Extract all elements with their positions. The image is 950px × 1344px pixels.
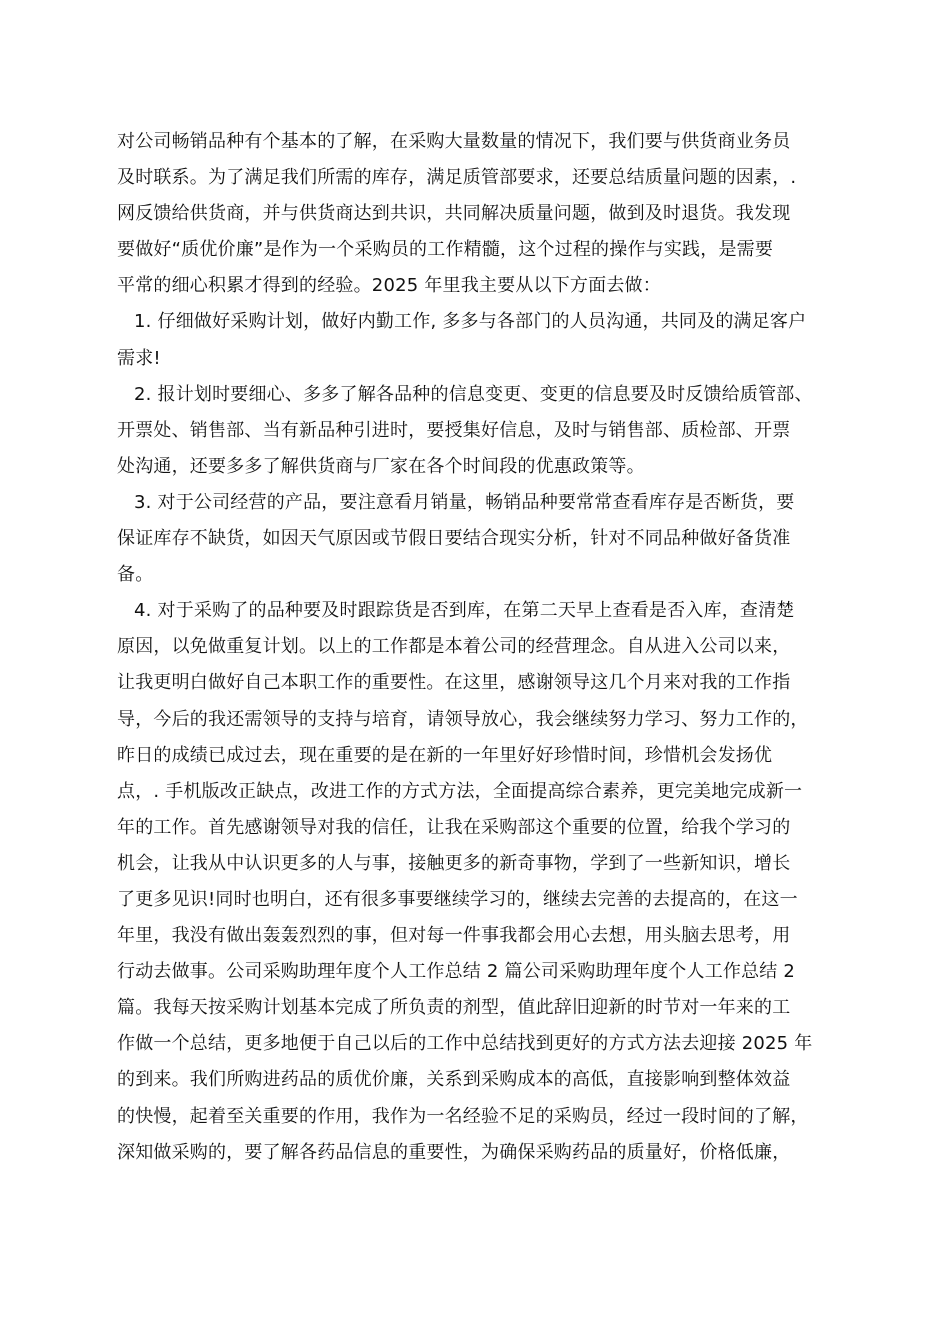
text-line: 让我更明白做好自己本职工作的重要性。在这里，感谢领导这几个月来对我的工作指 [117, 672, 791, 694]
text-line: 点，. 手机版改正缺点，改进工作的方式方法，全面提高综合素养，更完美地完成新一 [117, 780, 803, 802]
text-line: 机会，让我从中认识更多的人与事，接触更多的新奇事物，学到了一些新知识，增长 [117, 852, 791, 874]
text-line: 及时联系。为了满足我们所需的库存，满足质管部要求，还要总结质量问题的因素，. [117, 167, 797, 189]
text-line: 开票处、销售部、当有新品种引进时，要授集好信息，及时与销售部、质检部、开票 [117, 419, 791, 441]
text-line: 原因，以免做重复计划。以上的工作都是本着公司的经营理念。自从进入公司以来， [117, 636, 791, 658]
list-item-1-line: 1. 仔细做好采购计划，做好内勤工作, 多多与各部门的人员沟通，共同及的满足客户 [134, 311, 807, 333]
list-item-3-line: 3. 对于公司经营的产品，要注意看月销量，畅销品种要常常查看库存是否断货，要 [134, 491, 795, 513]
text-line: 的快慢，起着至关重要的作用，我作为一名经验不足的采购员，经过一段时间的了解， [117, 1105, 809, 1127]
body-text [117, 124, 841, 1171]
text-line: 平常的细心积累才得到的经验。2025 年里我主要从以下方面去做： [117, 275, 661, 297]
list-item-4-line: 4. 对于采购了的品种要及时跟踪货是否到库，在第二天早上查看是否入库，查清楚 [134, 600, 795, 622]
text-line: 需求! [117, 347, 161, 369]
text-line: 备。 [117, 564, 154, 586]
text-line: 处沟通，还要多多了解供货商与厂家在各个时间段的优惠政策等。 [117, 455, 645, 477]
text-line: 保证库存不缺货，如因天气原因或节假日要结合现实分析，针对不同品种做好备货准 [117, 528, 791, 550]
text-line: 网反馈给供货商，并与供货商达到共识，共同解决质量问题，做到及时退货。我发现 [117, 203, 791, 225]
text-line: 的到来。我们所购进药品的质优价廉，关系到采购成本的高低，直接影响到整体效益 [117, 1069, 791, 1091]
text-line: 导，今后的我还需领导的支持与培育，请领导放心，我会继续努力学习、努力工作的， [117, 708, 809, 730]
text-line: 了更多见识!同时也明白，还有很多事要继续学习的，继续去完善的去提高的，在这一 [117, 888, 798, 910]
list-item-2-line: 2. 报计划时要细心、多多了解各品种的信息变更、变更的信息要及时反馈给质管部、 [134, 383, 813, 405]
text-line: 昨日的成绩已成过去，现在重要的是在新的一年里好好珍惜时间，珍惜机会发扬优 [117, 744, 773, 766]
text-line: 对公司畅销品种有个基本的了解，在采购大量数量的情况下，我们要与供货商业务员 [117, 131, 791, 152]
text-line: 篇。我每天按采购计划基本完成了所负责的剂型，值此辞旧迎新的时节对一年来的工 [117, 997, 791, 1019]
text-line: 行动去做事。公司采购助理年度个人工作总结 2 篇公司采购助理年度个人工作总结 2 [117, 961, 796, 983]
text-line: 年里，我没有做出轰轰烈烈的事，但对每一件事我都会用心去想，用头脑去思考，用 [117, 925, 791, 947]
text-line: 要做好“质优价廉”是作为一个采购员的工作精髓，这个过程的操作与实践，是需要 [117, 239, 774, 261]
text-line: 深知做采购的，要了解各药品信息的重要性，为确保采购药品的质量好，价格低廉， [117, 1141, 791, 1163]
text-line: 年的工作。首先感谢领导对我的信任，让我在采购部这个重要的位置，给我个学习的 [117, 816, 791, 838]
text-line: 作做一个总结，更多地便于自己以后的工作中总结找到更好的方式方法去迎接 2025 年 [117, 1033, 813, 1055]
